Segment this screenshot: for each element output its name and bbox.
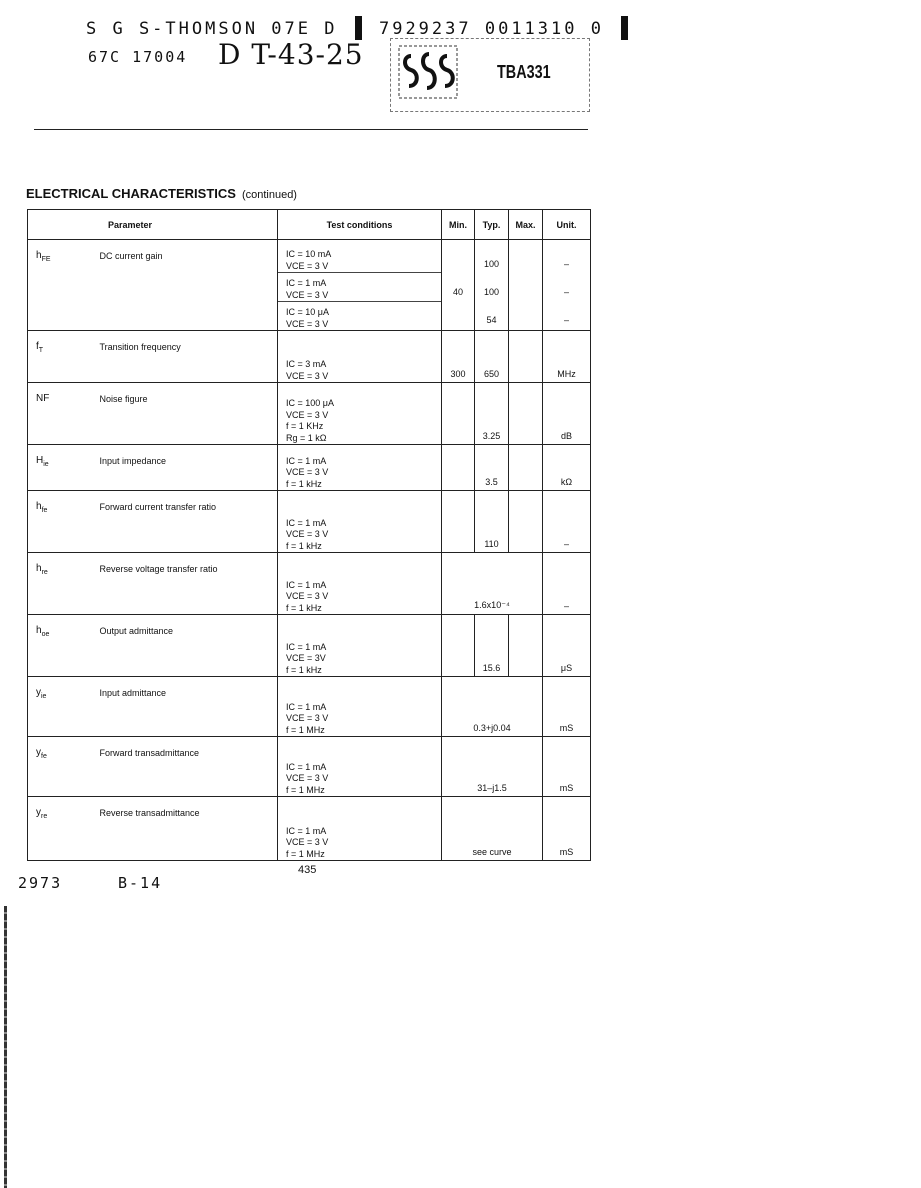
max-value xyxy=(509,445,543,491)
test-condition: IC = 10 μA xyxy=(286,307,329,317)
test-condition: IC = 1 mA xyxy=(286,761,327,772)
table-row xyxy=(28,445,591,491)
handwritten-annotation: D T-43-25 xyxy=(218,38,364,71)
test-condition: VCE = 3 V xyxy=(286,467,329,477)
test-condition: VCE = 3 V xyxy=(286,591,329,601)
sgs-logo-icon xyxy=(397,44,459,100)
symbol-main: y xyxy=(36,687,41,698)
parameter-name: Forward transadmittance xyxy=(100,737,278,797)
page-number: 435 xyxy=(298,864,317,876)
symbol-subscript: oe xyxy=(41,631,50,638)
parameter-name: Input admittance xyxy=(100,677,278,737)
test-conditions-cell xyxy=(278,491,442,553)
unit-value: – xyxy=(563,315,569,325)
parameter-symbol xyxy=(28,615,100,677)
test-conditions-cell xyxy=(278,331,442,383)
max-value xyxy=(509,299,542,327)
symbol-main: H xyxy=(36,455,44,466)
typ-value: 650 xyxy=(475,331,509,383)
unit-value: kΩ xyxy=(543,445,591,491)
parameter-name: Forward current transfer ratio xyxy=(100,491,278,553)
symbol-main: y xyxy=(36,747,41,758)
test-condition: f = 1 MHz xyxy=(286,848,325,859)
test-condition: f = 1 MHz xyxy=(286,784,325,795)
header-unit: Unit. xyxy=(543,210,591,240)
test-conditions-cell xyxy=(278,553,442,615)
test-condition: f = 1 kHz xyxy=(286,478,322,489)
table-row xyxy=(28,553,591,615)
typical-value: 1.6x10⁻⁴ xyxy=(442,553,543,615)
typical-value: 31–j1.5 xyxy=(442,737,543,797)
test-conditions-cell xyxy=(278,240,442,331)
typ-value: 3.5 xyxy=(475,445,509,491)
typ-value: 100 xyxy=(483,287,500,297)
header-catalog-code: 67C 17004 xyxy=(88,48,188,66)
test-condition: IC = 1 mA xyxy=(286,641,327,652)
typical-value: see curve xyxy=(442,797,543,861)
condition-group xyxy=(278,272,441,301)
test-condition: f = 1 kHz xyxy=(286,664,322,675)
symbol-subscript: ie xyxy=(41,693,47,700)
symbol-subscript: ie xyxy=(43,461,49,468)
test-condition: VCE = 3 V xyxy=(286,289,329,300)
table-row xyxy=(28,383,591,445)
test-condition: IC = 10 mA xyxy=(286,249,332,259)
test-conditions-cell xyxy=(278,615,442,677)
max-value xyxy=(509,615,543,677)
section-title-text: ELECTRICAL CHARACTERISTICS xyxy=(26,186,236,201)
table-row xyxy=(28,491,591,553)
footer-section-code: B-14 xyxy=(118,874,163,892)
unit-value: dB xyxy=(543,383,591,445)
max-value xyxy=(509,331,543,383)
parameter-name: Input impedance xyxy=(100,445,278,491)
min-value xyxy=(442,491,475,553)
condition-group xyxy=(278,301,441,330)
parameter-name: Transition frequency xyxy=(100,331,278,383)
test-conditions-cell xyxy=(278,737,442,797)
unit-value: μS xyxy=(543,615,591,677)
min-value xyxy=(442,615,475,677)
typ-value-cell xyxy=(475,240,509,331)
unit-value: – xyxy=(543,553,591,615)
symbol-main: y xyxy=(36,807,41,818)
test-condition: IC = 1 mA xyxy=(286,455,327,466)
test-condition: IC = 1 mA xyxy=(286,701,327,712)
parameter-symbol xyxy=(28,331,100,383)
header-parameter: Parameter xyxy=(28,210,278,240)
max-value xyxy=(509,491,543,553)
test-condition: f = 1 kHz xyxy=(286,602,322,613)
table-row xyxy=(28,615,591,677)
test-conditions-cell xyxy=(278,797,442,861)
min-value-cell xyxy=(442,240,475,331)
header-manufacturer-code: S G S-THOMSON 07E D xyxy=(86,19,338,39)
min-value: 40 xyxy=(452,287,463,297)
symbol-main: NF xyxy=(36,393,50,404)
parameter-symbol xyxy=(28,240,100,331)
parameter-symbol xyxy=(28,677,100,737)
symbol-main: h xyxy=(36,501,42,512)
test-condition: VCE = 3 V xyxy=(286,318,329,329)
unit-cell xyxy=(543,240,591,331)
symbol-subscript: re xyxy=(41,813,48,820)
parameter-name: DC current gain xyxy=(100,240,278,331)
test-condition: VCE = 3 V xyxy=(286,713,329,723)
min-value: 300 xyxy=(442,331,475,383)
typ-value: 3.25 xyxy=(475,383,509,445)
unit-value: – xyxy=(543,491,591,553)
header-test-conditions: Test conditions xyxy=(278,210,442,240)
unit-value: mS xyxy=(543,677,591,737)
unit-value: mS xyxy=(543,797,591,861)
test-condition: f = 1 KHz xyxy=(286,421,324,431)
part-number: TBA331 xyxy=(497,62,551,82)
test-conditions-cell xyxy=(278,383,442,445)
test-condition: IC = 100 μA xyxy=(286,398,334,408)
symbol-subscript: re xyxy=(41,569,48,576)
symbol-main: h xyxy=(36,563,42,574)
table-header-row xyxy=(28,210,591,240)
table-row xyxy=(28,331,591,383)
typ-value: 110 xyxy=(475,491,509,553)
typ-value: 100 xyxy=(483,259,500,269)
max-value xyxy=(509,271,542,299)
unit-value: MHz xyxy=(543,331,591,383)
test-condition: f = 1 kHz xyxy=(286,540,322,551)
test-conditions-cell xyxy=(278,445,442,491)
test-condition: VCE = 3 V xyxy=(286,409,329,420)
typical-value: 0.3+j0.04 xyxy=(442,677,543,737)
parameter-name: Output admittance xyxy=(100,615,278,677)
test-condition: VCE = 3 V xyxy=(286,529,329,539)
parameter-name: Reverse voltage transfer ratio xyxy=(100,553,278,615)
max-value-cell xyxy=(509,240,543,331)
parameter-symbol xyxy=(28,383,100,445)
min-value xyxy=(442,299,474,327)
typ-value: 15.6 xyxy=(475,615,509,677)
parameter-symbol xyxy=(28,797,100,861)
max-value xyxy=(509,383,543,445)
symbol-subscript: T xyxy=(38,347,44,354)
header-max: Max. xyxy=(509,210,543,240)
test-condition: IC = 3 mA xyxy=(286,359,327,369)
test-condition: VCE = 3 V xyxy=(286,260,329,271)
condition-group xyxy=(286,244,441,272)
test-condition: Rg = 1 kΩ xyxy=(286,432,327,443)
footer-code: 2973 xyxy=(18,874,63,892)
min-value xyxy=(442,445,475,491)
electrical-characteristics-table xyxy=(27,209,591,861)
test-condition: VCE = 3 V xyxy=(286,370,329,381)
test-condition: VCE = 3V xyxy=(286,653,326,663)
max-value xyxy=(509,243,542,271)
test-conditions-cell xyxy=(278,677,442,737)
symbol-subscript: fe xyxy=(41,507,48,514)
table-row xyxy=(28,677,591,737)
test-condition: VCE = 3 V xyxy=(286,773,329,783)
table-row xyxy=(28,797,591,861)
symbol-main: h xyxy=(36,250,42,261)
parameter-symbol xyxy=(28,737,100,797)
header-stamp-line xyxy=(86,16,632,40)
min-value xyxy=(442,243,474,271)
header-typ: Typ. xyxy=(475,210,509,240)
test-condition: IC = 1 mA xyxy=(286,825,327,836)
header-min: Min. xyxy=(442,210,475,240)
table-row xyxy=(28,737,591,797)
symbol-subscript: fe xyxy=(41,753,47,760)
parameter-symbol xyxy=(28,553,100,615)
unit-value: – xyxy=(563,287,569,297)
symbol-main: f xyxy=(36,341,39,352)
test-condition: IC = 1 mA xyxy=(286,579,327,590)
parameter-name: Reverse transadmittance xyxy=(100,797,278,861)
section-title xyxy=(26,186,297,201)
table-row xyxy=(28,240,591,331)
header-divider xyxy=(34,129,588,130)
scan-edge-mark xyxy=(4,906,7,1188)
unit-value: – xyxy=(563,259,569,269)
typ-value: 54 xyxy=(486,315,497,325)
barcode-mark xyxy=(355,16,362,40)
parameter-symbol xyxy=(28,445,100,491)
header-document-code: 7929237 0011310 0 xyxy=(378,19,604,39)
min-value xyxy=(442,383,475,445)
section-title-suffix: (continued) xyxy=(241,189,297,201)
parameter-name: Noise figure xyxy=(100,383,278,445)
test-condition: VCE = 3 V xyxy=(286,837,329,847)
symbol-subscript: FE xyxy=(41,256,51,263)
test-condition: IC = 1 mA xyxy=(286,517,327,528)
parameter-symbol xyxy=(28,491,100,553)
barcode-mark xyxy=(621,16,628,40)
test-condition: IC = 1 mA xyxy=(286,278,327,288)
test-condition: f = 1 MHz xyxy=(286,724,325,735)
symbol-main: h xyxy=(36,625,42,636)
unit-value: mS xyxy=(543,737,591,797)
